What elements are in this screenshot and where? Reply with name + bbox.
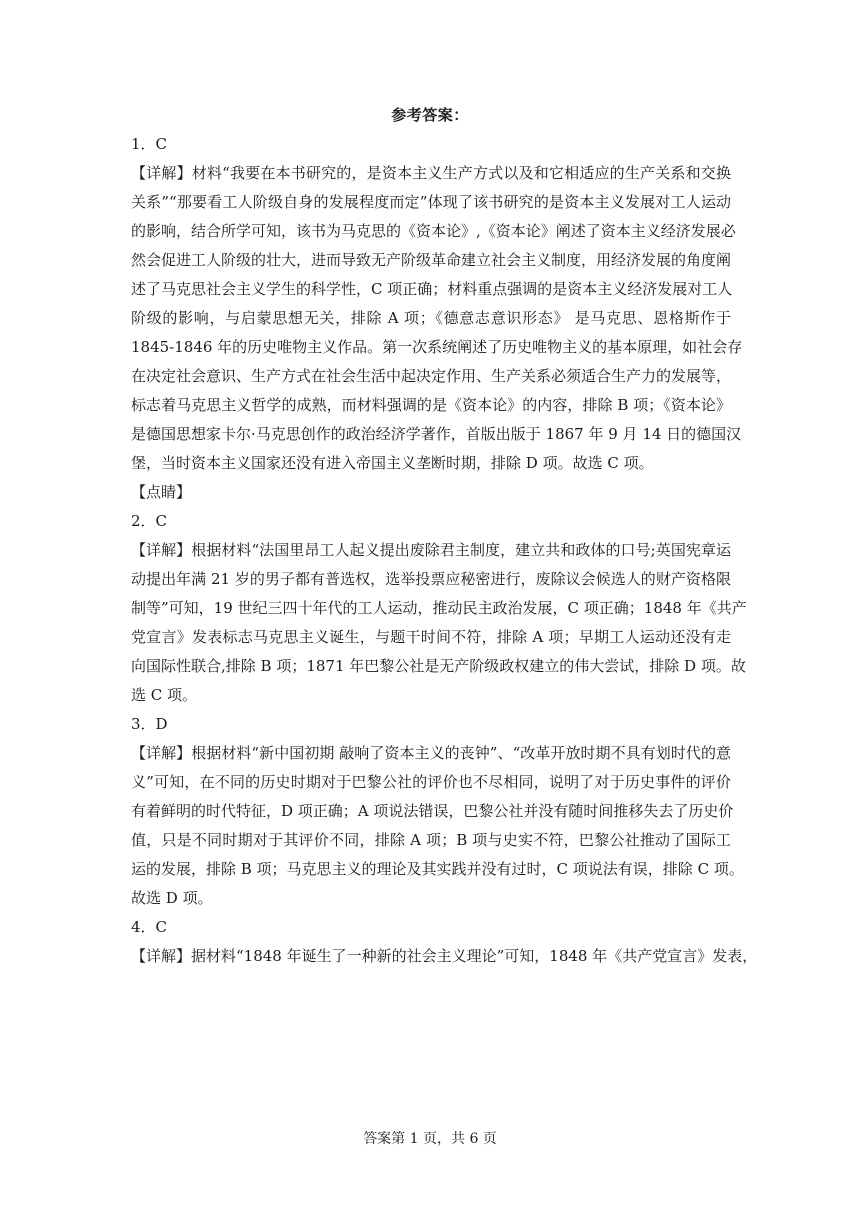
answer-number: 3．D: [131, 715, 168, 733]
answer-line: 是德国思想家卡尔·马克思创作的政治经济学著作，首版出版于 1867 年 9 月 14 日的德国汉: [131, 425, 742, 443]
answer-line: 在决定社会意识、生产方式在社会生活中起决定作用、生产关系必须适合生产力的发展等，: [131, 367, 732, 385]
answer-content: [131, 130, 758, 971]
page-footer: 答案第 1 页，共 6 页: [363, 1131, 497, 1147]
answer-line: 述了马克思社会主义学生的科学性，C 项正确；材料重点强调的是资本主义经济发展对工人: [131, 280, 733, 298]
answer-line: 【详解】据材料“1848 年诞生了一种新的社会主义理论”可知，1848 年《共产党宣言》发表，: [131, 947, 758, 965]
answer-line: 动提出年满 21 岁的男子都有普选权，选举投票应秘密进行，废除议会候选人的财产资格限: [131, 570, 731, 588]
answer-number: 1．C: [131, 135, 168, 153]
answer-line: 标志着马克思主义哲学的成熟，而材料强调的是《资本论》的内容，排除 B 项；《资本论》: [131, 396, 731, 414]
answer-line: 党宣言》发表标志马克思主义诞生，与题干时间不符，排除 A 项；早期工人运动还没有走: [131, 628, 731, 646]
answer-line: 【详解】材料“我要在本书研究的，是资本主义生产方式以及和它相适应的生产关系和交换: [131, 164, 731, 182]
answer-number: 2．C: [131, 512, 168, 530]
answer-line: 的影响，结合所学可知，该书为马克思的《资本论》,《资本论》阐述了资本主义经济发展必: [131, 222, 736, 240]
hint-label: 【点睛】: [131, 483, 192, 501]
answer-line: 故选 D 项。: [131, 889, 213, 907]
answer-line: 阶级的影响，与启蒙思想无关，排除 A 项；《德意志意识形态》 是马克思、恩格斯作于: [131, 309, 732, 327]
answer-line: 【详解】根据材料“法国里昂工人起义提出废除君主制度，建立共和政体的口号;英国宪章运: [131, 541, 731, 559]
answer-line: 【详解】根据材料“新中国初期 敲响了资本主义的丧钟”、“改革开放时期不具有划时代的意: [131, 744, 731, 762]
answer-line: 堡，当时资本主义国家还没有进入帝国主义垄断时期，排除 D 项。故选 C 项。: [131, 454, 654, 472]
answer-number: 4．C: [131, 918, 168, 936]
answer-line: 运的发展，排除 B 项；马克思主义的理论及其实践并没有过时，C 项说法有误，排除 C 项。: [131, 860, 744, 878]
page-title: 参考答案：: [391, 106, 469, 124]
answer-line: 有着鲜明的时代特征，D 项正确；A 项说法错误，巴黎公社并没有随时间推移失去了历史价: [131, 802, 734, 820]
answer-line: 制等”可知，19 世纪三四十年代的工人运动，推动民主政治发展，C 项正确；1848 年《共产: [131, 599, 747, 617]
answer-line: 然会促进工人阶级的壮大，进而导致无产阶级革命建立社会主义制度，用经济发展的角度阐: [131, 251, 732, 269]
answer-line: 向国际性联合,排除 B 项；1871 年巴黎公社是无产阶级政权建立的伟大尝试，排除 D 项。故: [131, 657, 746, 675]
answer-line: 值，只是不同时期对于其评价不同，排除 A 项；B 项与史实不符，巴黎公社推动了国际工: [131, 831, 731, 849]
answer-line: 关系”“那要看工人阶级自身的发展程度而定”体现了该书研究的是资本主义发展对工人运动: [131, 193, 731, 211]
answer-line: 义”可知，在不同的历史时期对于巴黎公社的评价也不尽相同，说明了对于历史事件的评价: [131, 773, 731, 791]
answer-line: 选 C 项。: [131, 686, 198, 704]
answer-line: 1845-1846 年的历史唯物主义作品。第一次系统阐述了历史唯物主义的基本原理，如社会存: [131, 338, 743, 356]
